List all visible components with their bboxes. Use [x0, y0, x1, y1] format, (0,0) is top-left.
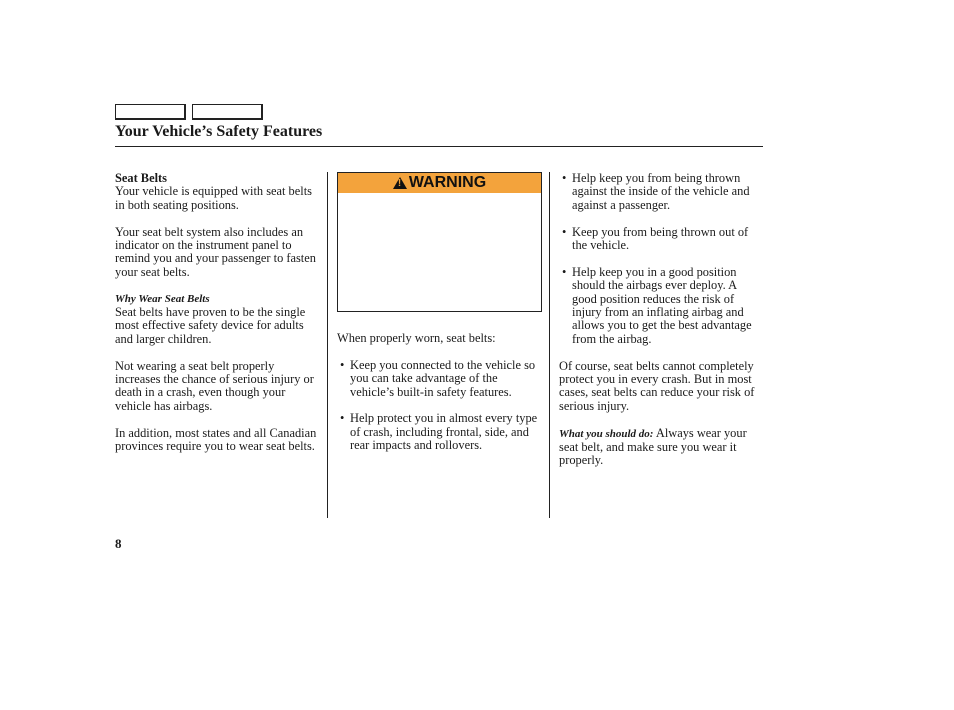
- list-item: • Help keep you from being thrown against the inside of the vehicle and against a passenger.: [562, 171, 750, 212]
- list-item: • Help protect you in almost every type of crash, including frontal, side, and rear impacts and rollovers.: [340, 411, 538, 453]
- bullet-list: [559, 172, 764, 346]
- paragraph: Not wearing a seat belt properly increases the chance of serious injury or death in a crash, even though your vehicle has airbags.: [115, 358, 314, 413]
- paragraph-body: Always wear your seat belt, and make sure you wear it properly.: [559, 425, 747, 468]
- column-divider-2: [549, 172, 550, 518]
- section-heading: Seat Belts: [115, 171, 167, 185]
- list-item: • Keep you from being thrown out of the vehicle.: [562, 224, 749, 253]
- paragraph: Your seat belt system also includes an indicator on the instrument panel to remind you and your passenger to fasten your seat belts.: [115, 224, 316, 279]
- paragraph: Of course, seat belts cannot completely protect you in every crash. But in most cases, seat belts can reduce your risk of serious injury.: [559, 358, 755, 413]
- bullet-list: [337, 359, 542, 453]
- paragraph: In addition, most states and all Canadian provinces require you to wear seat belts.: [115, 425, 317, 454]
- nav-tab-2[interactable]: [192, 104, 263, 120]
- page-number: 8: [115, 536, 122, 551]
- lead-in: What you should do:: [559, 427, 654, 440]
- subheading: Why Wear Seat Belts: [115, 292, 210, 305]
- column-3: [559, 172, 764, 481]
- list-item: • Help keep you in a good position should the airbags ever deploy. A good position reduces the risk of injury from an inflating airbag and allows you to get the best advantage from the airbag.: [562, 264, 752, 346]
- paragraph: When properly worn, seat belts:: [337, 331, 496, 345]
- column-2: [337, 172, 542, 466]
- column-1: [115, 172, 320, 467]
- nav-tab-1[interactable]: [115, 104, 186, 120]
- warning-header: [338, 173, 541, 193]
- list-item: • Keep you connected to the vehicle so you can take advantage of the vehicle’s built-in safety features.: [340, 357, 536, 399]
- header-rule: [115, 146, 763, 147]
- page-title: Your Vehicle’s Safety Features: [115, 123, 323, 140]
- paragraph: [559, 427, 764, 468]
- warning-triangle-icon: [393, 177, 407, 189]
- paragraph: Seat belts have proven to be the single most effective safety device for adults and larger children.: [115, 305, 306, 346]
- column-divider-1: [327, 172, 328, 518]
- paragraph: Your vehicle is equipped with seat belts in both seating positions.: [115, 184, 312, 212]
- warning-label: WARNING: [408, 174, 487, 192]
- warning-box: [337, 172, 542, 312]
